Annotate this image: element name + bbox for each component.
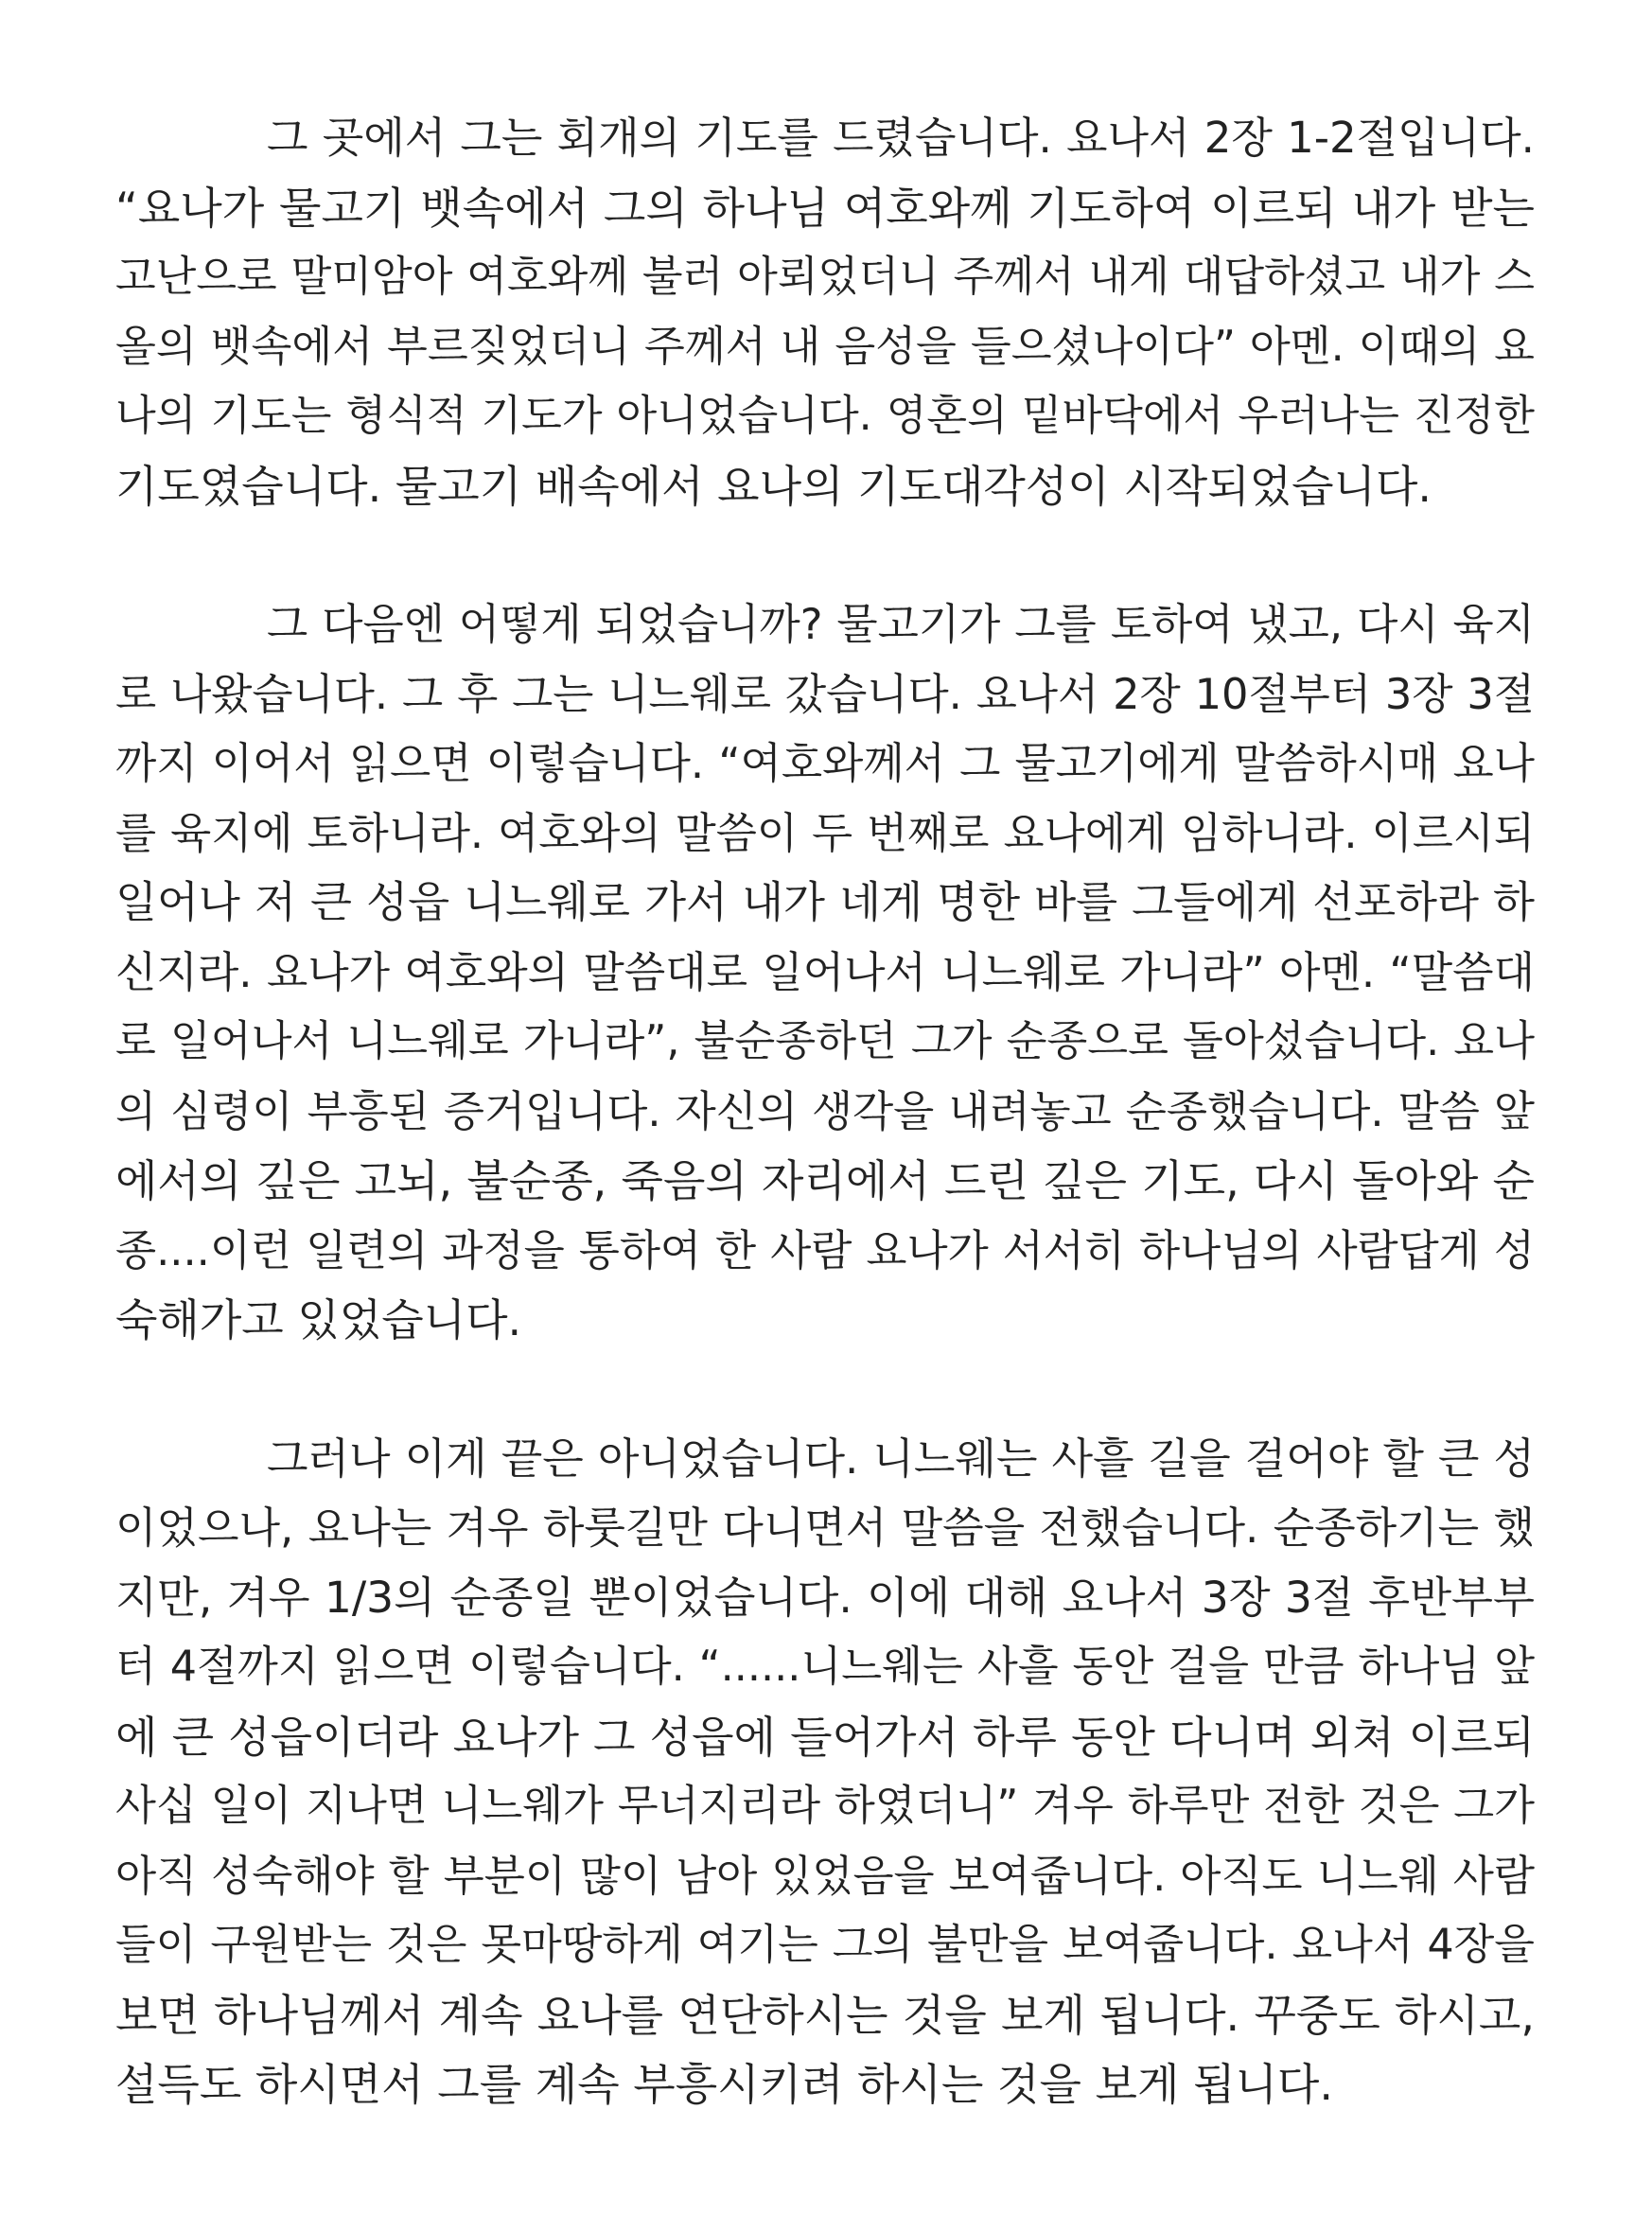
- paragraph-1-line-2: “요나가 물고기 뱃속에서 그의 하나님 여호와께 기도하여 이르되 내가 받는: [115, 183, 1535, 234]
- paragraph-2-line-10: 종....이런 일련의 과정을 통하여 한 사람 요나가 서서히 하나님의 사람답게 성: [115, 1226, 1535, 1275]
- paragraph-2-line-3: 까지 이어서 읽으면 이렇습니다. “여호와께서 그 물고기에게 말씀하시매 요나: [115, 738, 1535, 788]
- paragraph-1-line-5: 나의 기도는 형식적 기도가 아니었습니다. 영혼의 밑바닥에서 우러나는 진정한: [115, 392, 1535, 440]
- paragraph-2-line-5: 일어나 저 큰 성읍 니느웨로 가서 내가 네게 명한 바를 그들에게 선포하라 하: [115, 877, 1535, 927]
- paragraph-3-line-10: 설득도 하시면서 그를 계속 부흥시키려 하시는 것을 보게 됩니다.: [115, 2059, 1333, 2110]
- paragraph-3-line-4: 터 4절까지 읽으면 이렇습니다. “......니느웨는 사흘 동안 걸을 만큼 하나님 앞: [115, 1643, 1535, 1691]
- paragraph-3-line-5: 에 큰 성읍이더라 요나가 그 성읍에 들어가서 하루 동안 다니며 외쳐 이르되: [115, 1712, 1535, 1763]
- paragraph-2-line-9: 에서의 깊은 고뇌, 불순종, 죽음의 자리에서 드린 깊은 기도, 다시 돌아와 순: [115, 1155, 1535, 1206]
- paragraph-2-line-8: 의 심령이 부흥된 증거입니다. 자신의 생각을 내려놓고 순종했습니다. 말씀 앞: [115, 1087, 1535, 1136]
- paragraph-3-line-7: 아직 성숙해야 할 부분이 많이 남아 있었음을 보여줍니다. 아직도 니느웨 사람: [115, 1852, 1535, 1901]
- paragraph-3-line-3: 지만, 겨우 1/3의 순종일 뿐이었습니다. 이에 대해 요나서 3장 3절 후반부부: [115, 1573, 1535, 1623]
- paragraph-1-line-4: 올의 뱃속에서 부르짖었더니 주께서 내 음성을 들으셨나이다” 아멘. 이때의 요: [115, 323, 1535, 371]
- paragraph-2-line-2: 로 나왔습니다. 그 후 그는 니느웨로 갔습니다. 요나서 2장 10절부터 3장 3절: [115, 670, 1535, 719]
- paragraph-2-line-11: 숙해가고 있었습니다.: [115, 1294, 522, 1345]
- paragraph-1-line-1: 그 곳에서 그는 회개의 기도를 드렸습니다. 요나서 2장 1-2절입니다.: [267, 113, 1535, 163]
- paragraph-2-line-1: 그 다음엔 어떻게 되었습니까? 물고기가 그를 토하여 냈고, 다시 육지: [267, 599, 1535, 649]
- paragraph-2-line-7: 로 일어나서 니느웨로 가니라”, 불순종하던 그가 순종으로 돌아섰습니다. 요나: [115, 1017, 1535, 1065]
- paragraph-1-line-3: 고난으로 말미암아 여호와께 불러 아뢰었더니 주께서 내게 대답하셨고 내가 스: [115, 253, 1535, 301]
- paragraph-3-line-8: 들이 구원받는 것은 못마땅하게 여기는 그의 불만을 보여줍니다. 요나서 4장을: [115, 1921, 1535, 1969]
- paragraph-3-line-9: 보면 하나님께서 계속 요나를 연단하시는 것을 보게 됩니다. 꾸중도 하시고,: [115, 1990, 1535, 2041]
- paragraph-3-line-6: 사십 일이 지나면 니느웨가 무너지리라 하였더니” 겨우 하루만 전한 것은 그가: [115, 1782, 1535, 1830]
- paragraph-2-line-6: 신지라. 요나가 여호와의 말씀대로 일어나서 니느웨로 가니라” 아멘. “말씀대: [115, 947, 1535, 997]
- paragraph-1-line-6: 기도였습니다. 물고기 배속에서 요나의 기도대각성이 시작되었습니다.: [115, 461, 1432, 512]
- paragraph-3-line-2: 이었으나, 요나는 겨우 하룻길만 다니면서 말씀을 전했습니다. 순종하기는 했: [115, 1503, 1535, 1553]
- paragraph-3-line-1: 그러나 이게 끝은 아니었습니다. 니느웨는 사흘 길을 걸어야 할 큰 성: [267, 1433, 1535, 1484]
- paragraph-2-line-4: 를 육지에 토하니라. 여호와의 말씀이 두 번째로 요나에게 임하니라. 이르시되: [115, 809, 1535, 858]
